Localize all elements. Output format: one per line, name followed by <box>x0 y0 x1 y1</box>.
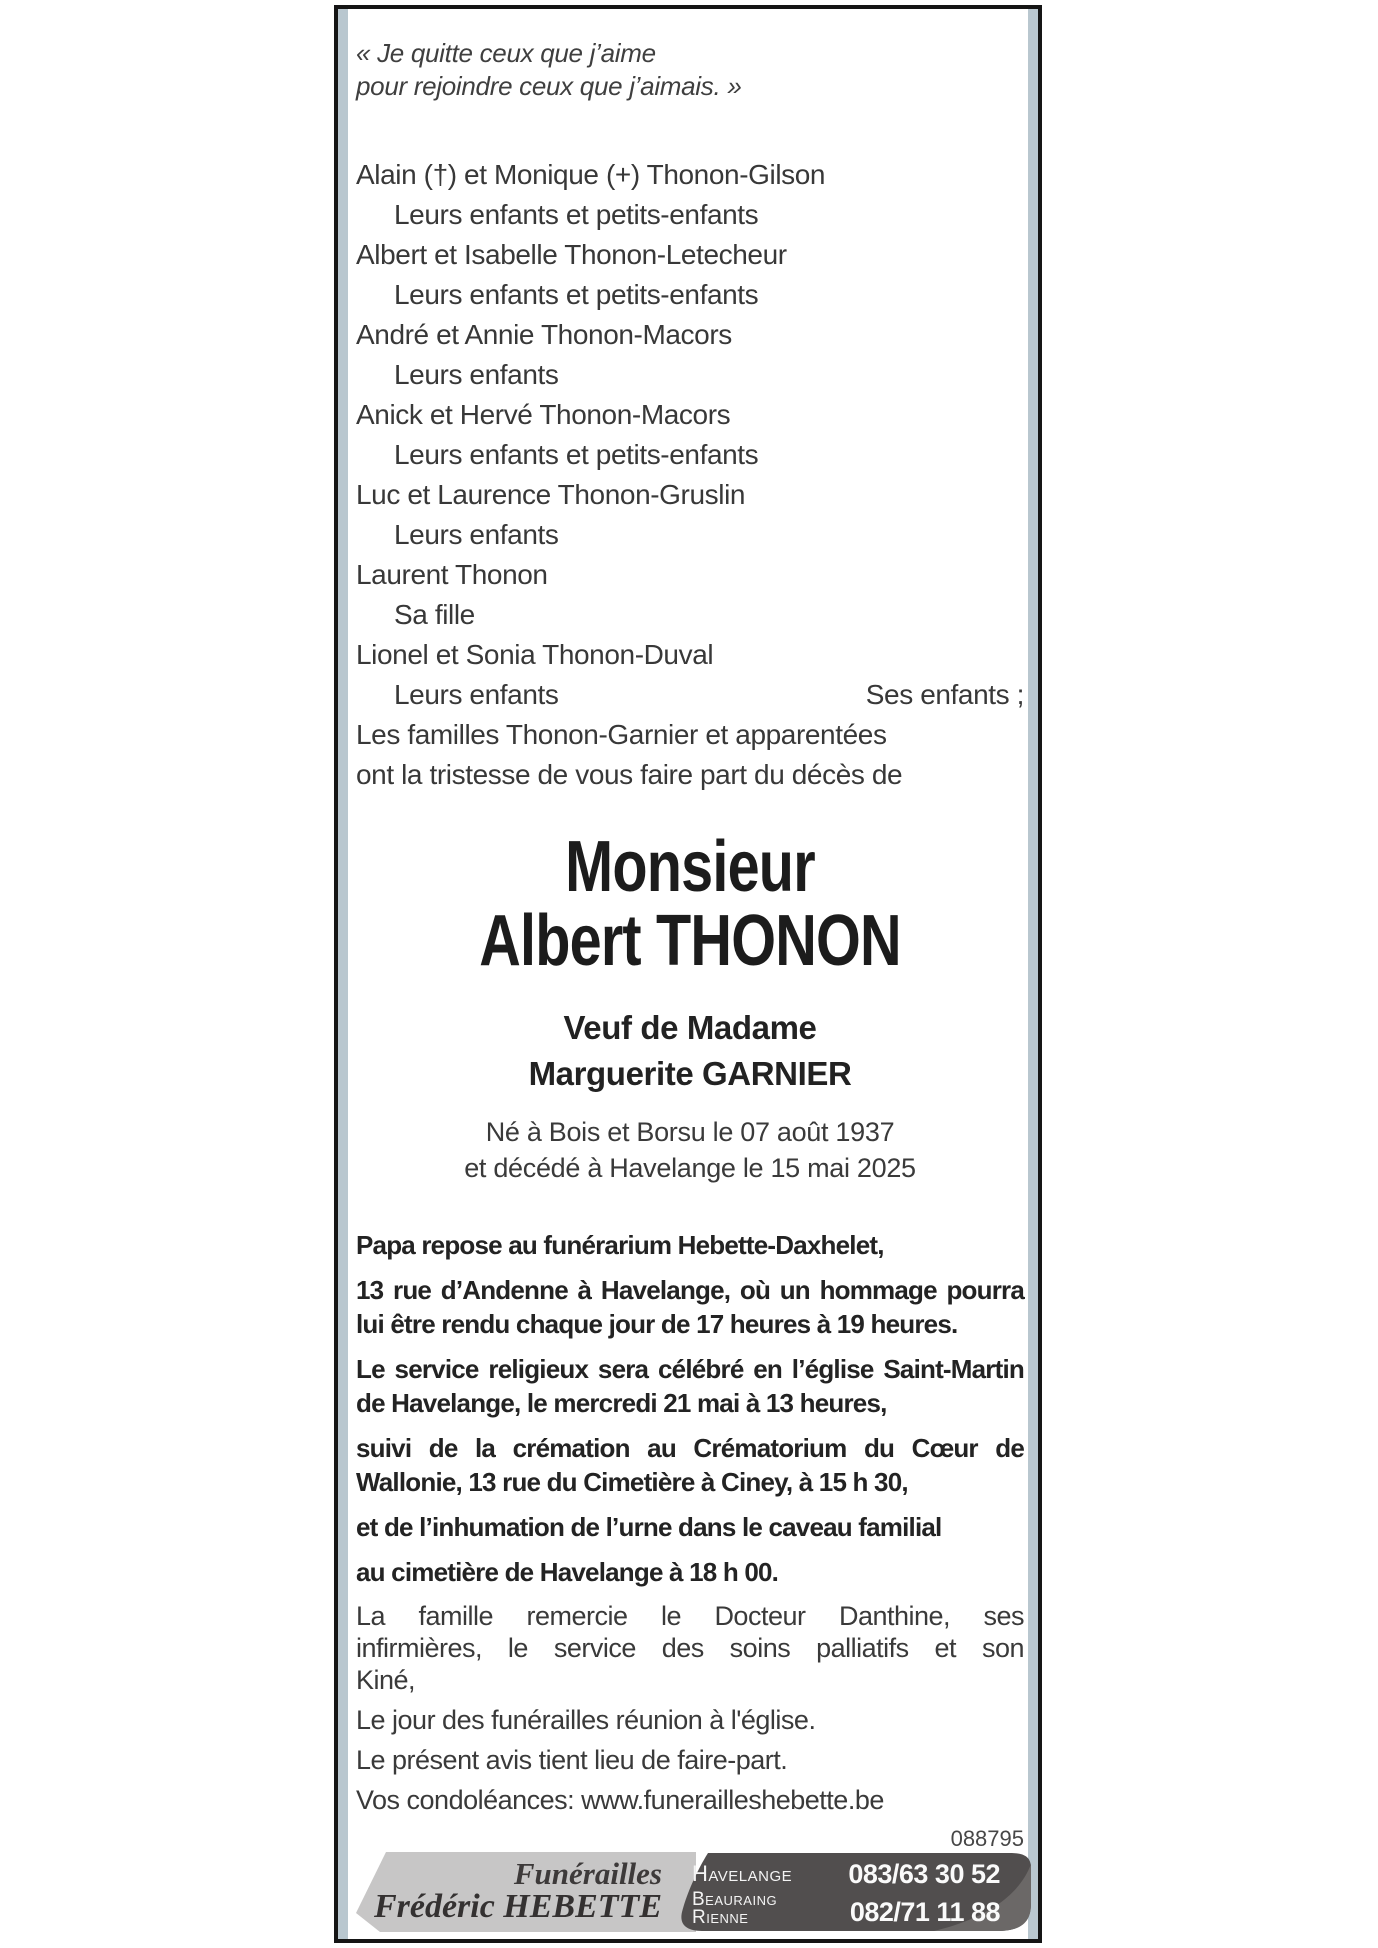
paragraph <box>356 1510 1024 1544</box>
funeral-home-name-line-1: Funérailles <box>513 1856 662 1891</box>
deceased-title-line-1: Monsieur <box>565 827 815 907</box>
widower-line-2: Marguerite GARNIER <box>528 1055 852 1092</box>
paragraph-line: Papa repose au funérarium Hebette-Daxhelet, <box>356 1230 884 1260</box>
paragraph-line: La famille remercie le Docteur Danthine, ses <box>356 1601 1024 1631</box>
family-row: Les familles Thonon-Garnier et apparentées <box>356 719 887 750</box>
deceased-title <box>356 827 1024 981</box>
paragraph <box>356 1784 1024 1816</box>
location-havelange: Havelange <box>692 1861 793 1886</box>
funeral-home-banner <box>350 1852 1033 1932</box>
family-row: Leurs enfants et petits-enfants <box>394 279 759 310</box>
family-row: Sa fille <box>394 599 475 630</box>
reference-code: 088795 <box>950 1826 1024 1851</box>
family-row-split <box>356 675 1024 715</box>
family-row: Leurs enfants <box>394 519 559 550</box>
condolences-line: Vos condoléances: www.funerailleshebette.be <box>356 1785 884 1815</box>
family-row: ont la tristesse de vous faire part du décès de <box>356 759 903 790</box>
paragraph <box>356 1273 1024 1341</box>
location-rienne: Rienne <box>692 1907 749 1928</box>
paragraph <box>356 1555 1024 1589</box>
paragraph-line: Le service religieux sera célébré en l’église Saint-Martin <box>356 1354 1024 1384</box>
paragraph-line: lui être rendu chaque jour de 17 heures à 19 heures. <box>356 1309 958 1339</box>
phone-havelange: 083/63 30 52 <box>848 1859 1000 1889</box>
family-row: Anick et Hervé Thonon-Macors <box>356 399 731 430</box>
paragraph-line: Le jour des funérailles réunion à l'église. <box>356 1705 816 1735</box>
family-row: Laurent Thonon <box>356 559 548 590</box>
paragraph <box>356 1744 1024 1776</box>
paragraph-line: au cimetière de Havelange à 18 h 00. <box>356 1557 779 1587</box>
paragraph-line: et de l’inhumation de l’urne dans le caveau familial <box>356 1512 942 1542</box>
widower-block <box>356 1005 1024 1097</box>
family-row: Albert et Isabelle Thonon-Letecheur <box>356 239 787 270</box>
family-row: Leurs enfants et petits-enfants <box>394 439 759 470</box>
family-row: Leurs enfants <box>394 359 559 390</box>
deceased-name: Albert THONON <box>479 901 901 981</box>
death-line: et décédé à Havelange le 15 mai 2025 <box>464 1153 916 1183</box>
obituary-card <box>334 5 1042 1943</box>
family-row-right: Ses enfants ; <box>865 679 1024 710</box>
widower-line-1: Veuf de Madame <box>563 1009 817 1046</box>
paragraph-line: Wallonie, 13 rue du Cimetière à Ciney, à 15 h 30, <box>356 1467 908 1497</box>
quote-line-1: « Je quitte ceux que j’aime <box>356 38 656 68</box>
paragraph <box>356 1431 1024 1499</box>
family-list <box>356 155 1024 795</box>
paragraph-line: Kiné, <box>356 1665 416 1695</box>
paragraph-line: de Havelange, le mercredi 21 mai à 13 heures, <box>356 1388 887 1418</box>
paragraph <box>356 1228 1024 1262</box>
family-row: Lionel et Sonia Thonon-Duval <box>356 639 714 670</box>
family-row: Luc et Laurence Thonon-Gruslin <box>356 479 746 510</box>
family-row: Leurs enfants et petits-enfants <box>394 199 759 230</box>
funeral-home-name-line-2: Frédéric HEBETTE <box>373 1888 662 1925</box>
family-row: André et Annie Thonon-Macors <box>356 319 732 350</box>
family-row: Alain (†) et Monique (+) Thonon-Gilson <box>356 159 826 190</box>
paragraph-line: infirmières, le service des soins palliatifs et son <box>356 1633 1024 1663</box>
location-beauraing: Beauraing <box>692 1889 778 1910</box>
phone-beauraing-rienne: 082/71 11 88 <box>849 1897 1000 1927</box>
paragraph-line: suivi de la crémation au Crématorium du Cœur de <box>356 1433 1024 1463</box>
paragraph <box>356 1600 1024 1696</box>
obituary-content <box>338 9 1038 1932</box>
opening-quote <box>356 37 1024 103</box>
paragraph-line: Le présent avis tient lieu de faire-part. <box>356 1745 788 1775</box>
birth-death-block <box>356 1114 1024 1186</box>
ceremony-details <box>356 1228 1024 1816</box>
paragraph <box>356 1704 1024 1736</box>
family-row-left: Leurs enfants <box>394 679 559 710</box>
paragraph-line: 13 rue d’Andenne à Havelange, où un hommage pourra <box>356 1275 1024 1305</box>
paragraph <box>356 1352 1024 1420</box>
birth-line: Né à Bois et Borsu le 07 août 1937 <box>485 1117 895 1147</box>
quote-line-2: pour rejoindre ceux que j’aimais. » <box>356 71 742 101</box>
